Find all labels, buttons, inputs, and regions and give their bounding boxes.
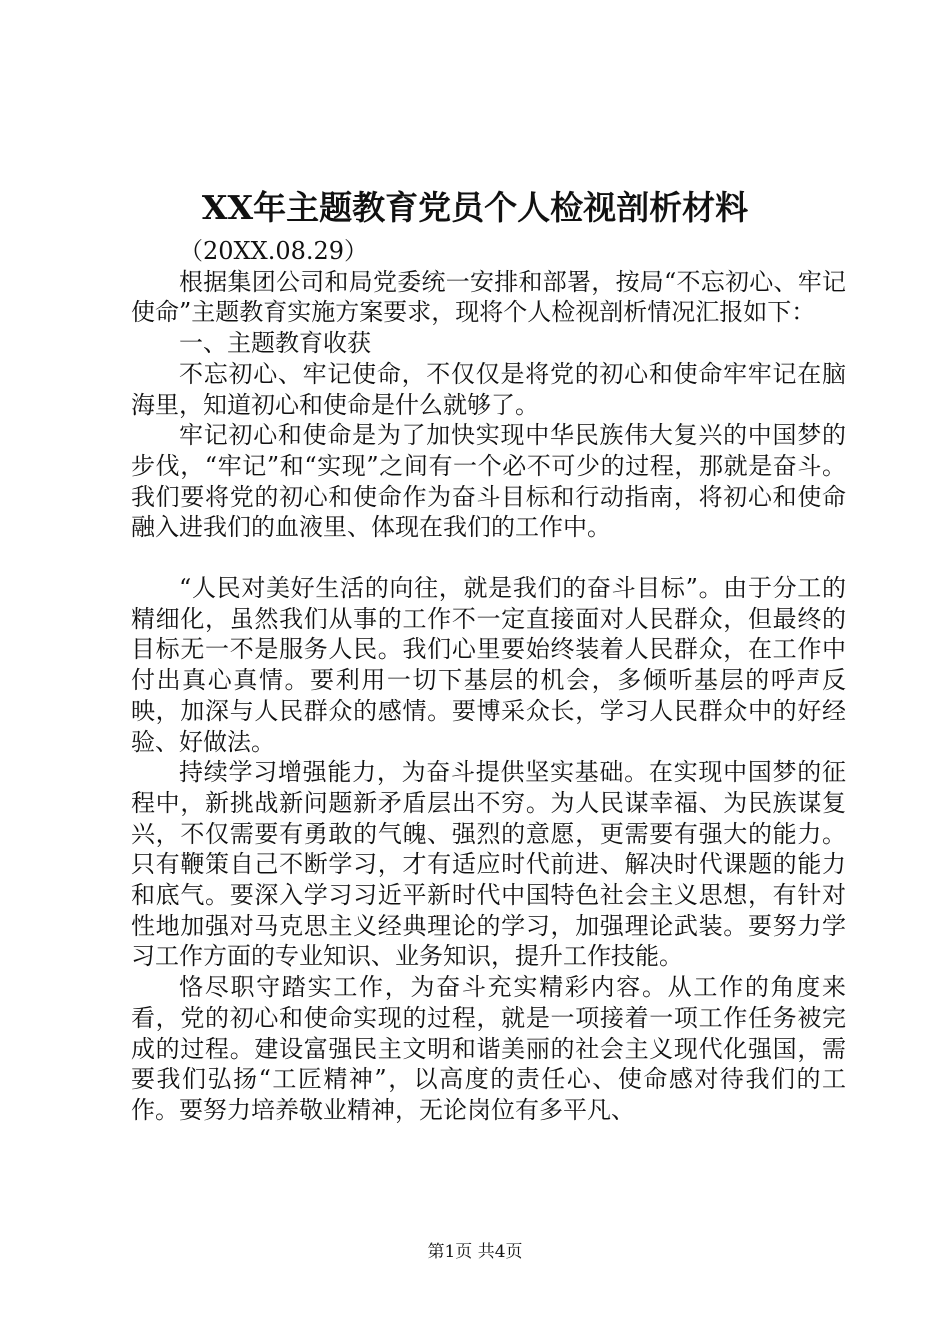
paragraph-intro: 根据集团公司和局党委统一安排和部署，按局“不忘初心、牢记使命”主题教育实施方案要求，现将个人检视剖析情况汇报如下： <box>131 267 846 327</box>
paragraph: 不忘初心、牢记使命，不仅仅是将党的初心和使命牢牢记在脑海里，知道初心和使命是什么就够了。 <box>131 359 846 419</box>
paragraph: 恪尽职守踏实工作，为奋斗充实精彩内容。从工作的角度来看，党的初心和使命实现的过程，就是一项接着一项工作任务被完成的过程。建设富强民主文明和谐美丽的社会主义现代化强国，需要我们弘扬“工匠精神”，以高度的责任心、使命感对待我们的工作。要努力培养敬业精神，无论岗位有多平凡、 <box>131 973 846 1124</box>
paragraph-gap <box>131 543 846 573</box>
document-body <box>131 236 846 1126</box>
document-title: XX年主题教育党员个人检视剖析材料 <box>201 188 749 227</box>
paragraph: 持续学习增强能力，为奋斗提供坚实基础。在实现中国梦的征程中，新挑战新问题新矛盾层出不穷。为人民谋幸福、为民族谋复兴，不仅需要有勇敢的气魄、强烈的意愿，更需要有强大的能力。只有鞭策自己不断学习，才有适应时代前进、解决时代课题的能力和底气。要深入学习习近平新时代中国特色社会主义思想，有针对性地加强对马克思主义经典理论的学习，加强理论武装。要努力学习工作方面的专业知识、业务知识，提升工作技能。 <box>131 758 846 971</box>
page-number: 第1页 共4页 <box>427 1242 523 1262</box>
paragraph: 牢记初心和使命是为了加快实现中华民族伟大复兴的中国梦的步伐，“牢记”和“实现”之间有一个必不可少的过程，那就是奋斗。我们要将党的初心和使命作为奋斗目标和行动指南，将初心和使命融入进我们的血液里、体现在我们的工作中。 <box>131 421 846 542</box>
section-heading: 一、主题教育收获 <box>179 329 371 358</box>
document-date: （20XX.08.29） <box>179 237 369 265</box>
paragraph: “人民对美好生活的向往，就是我们的奋斗目标”。由于分工的精细化，虽然我们从事的工作不一定直接面对人民群众，但最终的目标无一不是服务人民。我们心里要始终装着人民群众，在工作中付出真心真情。要利用一切下基层的机会，多倾听基层的呼声反映，加深与人民群众的感情。要博采众长，学习人民群众中的好经验、好做法。 <box>131 574 846 756</box>
